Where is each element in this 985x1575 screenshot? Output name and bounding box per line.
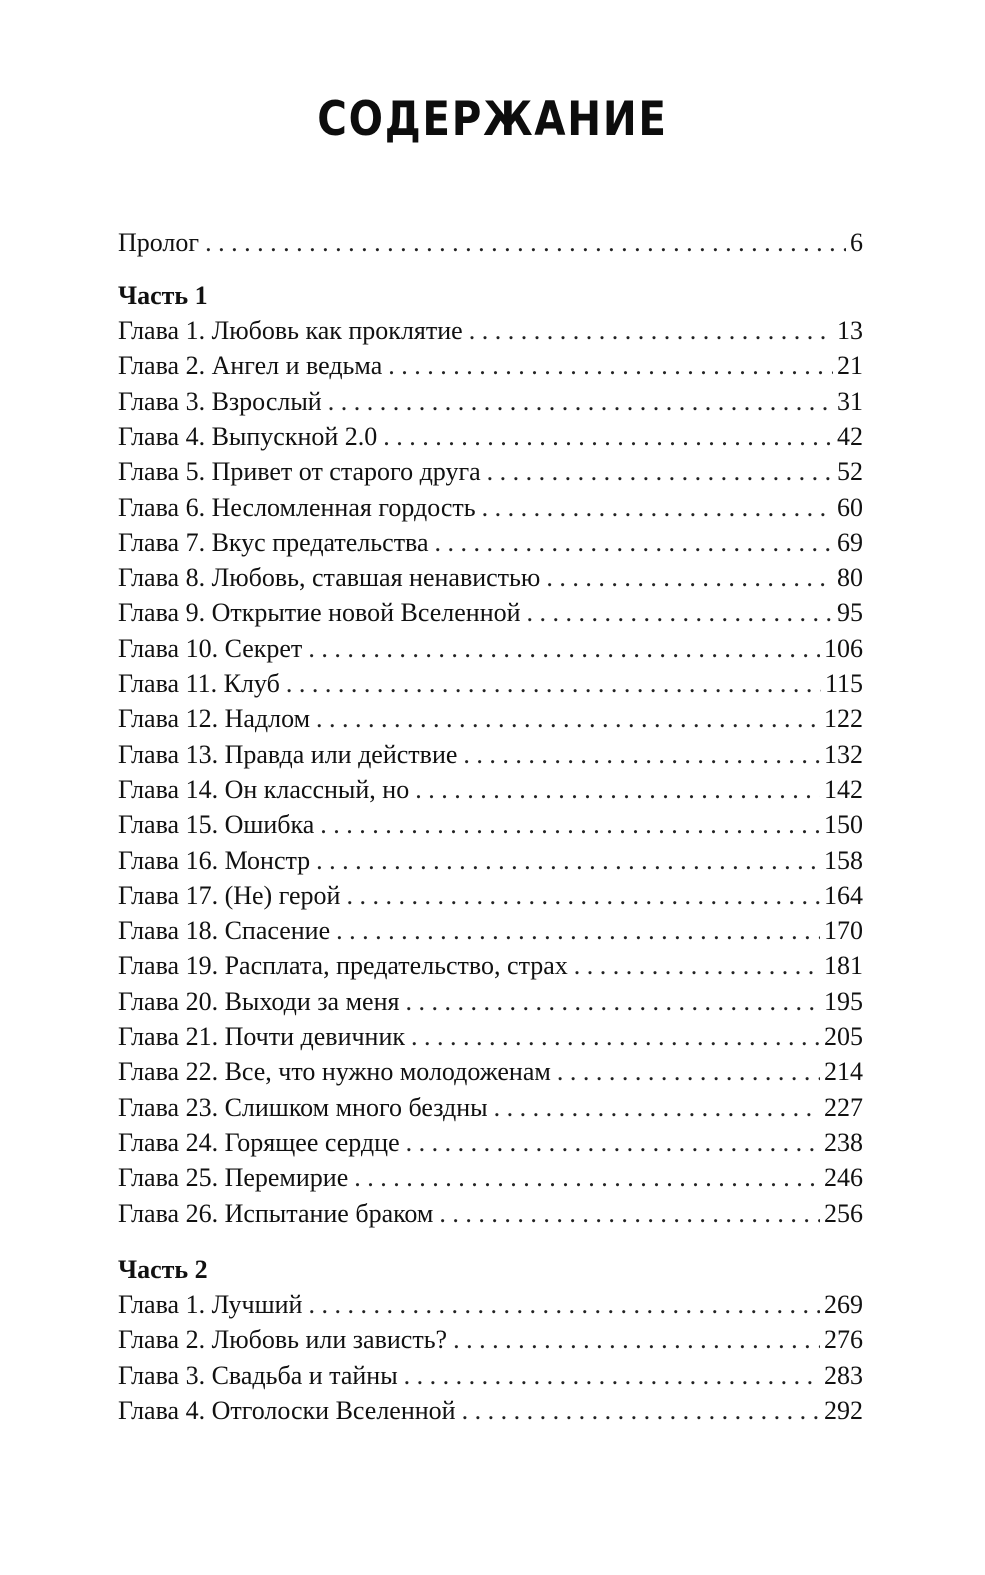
toc-entry xyxy=(118,737,863,772)
toc-entry xyxy=(118,1322,863,1357)
dot-leader xyxy=(354,1160,820,1195)
toc-entry xyxy=(118,772,863,807)
entry-page-number: 158 xyxy=(824,845,863,875)
entry-label: Пролог xyxy=(118,228,200,257)
entry-page-number: 205 xyxy=(824,1022,863,1051)
dot-leader xyxy=(405,984,820,1019)
dot-leader xyxy=(404,1358,820,1393)
entry-page-number: 6 xyxy=(850,228,863,257)
entry-page-number: 227 xyxy=(824,1092,863,1122)
entry-label: Глава 3. Свадьба и тайны xyxy=(118,1360,398,1390)
entry-label: Глава 2. Любовь или зависть? xyxy=(118,1325,448,1355)
entry-page-number: 181 xyxy=(824,951,863,981)
entry-page-number: 122 xyxy=(824,704,863,734)
entry-label: Глава 25. Перемирие xyxy=(118,1163,349,1193)
toc-entry xyxy=(118,490,863,525)
toc-entry xyxy=(118,1287,863,1322)
entry-label: Глава 26. Испытание браком xyxy=(118,1198,434,1228)
toc-entry xyxy=(118,1019,863,1054)
entry-label: Глава 13. Правда или действие xyxy=(118,739,458,769)
entry-page-number: 164 xyxy=(824,880,863,910)
entry-label: Глава 4. Отголоски Вселенной xyxy=(118,1395,456,1425)
dot-leader xyxy=(494,1090,820,1125)
toc-entry xyxy=(118,1090,863,1125)
entry-page-number: 69 xyxy=(837,527,863,557)
entry-page-number: 31 xyxy=(837,386,863,416)
entry-page-number: 283 xyxy=(824,1360,863,1390)
toc-entry xyxy=(118,1160,863,1195)
toc-entry xyxy=(118,878,863,913)
entry-page-number: 238 xyxy=(824,1127,863,1157)
entry-label: Глава 2. Ангел и ведьма xyxy=(118,351,383,381)
toc-entry xyxy=(118,1196,863,1231)
toc-entry xyxy=(118,984,863,1019)
entry-label: Глава 12. Надлом xyxy=(118,704,311,734)
toc-entry xyxy=(118,913,863,948)
dot-leader xyxy=(308,1287,820,1322)
entry-label: Глава 3. Взрослый xyxy=(118,386,322,416)
toc-entry xyxy=(118,525,863,560)
entry-label: Глава 23. Слишком много бездны xyxy=(118,1092,488,1122)
entry-page-number: 256 xyxy=(824,1198,863,1228)
dot-leader xyxy=(383,419,833,454)
dot-leader xyxy=(388,348,833,383)
entry-label: Глава 21. Почти девичник xyxy=(118,1022,406,1051)
entry-label: Глава 24. Горящее сердце xyxy=(118,1127,400,1157)
dot-leader xyxy=(557,1054,820,1089)
dot-leader xyxy=(487,454,833,489)
entry-page-number: 142 xyxy=(824,774,863,804)
entry-page-number: 115 xyxy=(824,669,863,698)
entry-label: Глава 1. Лучший xyxy=(118,1290,303,1319)
entry-page-number: 150 xyxy=(824,810,863,840)
toc-entry xyxy=(118,807,863,842)
dot-leader xyxy=(415,772,820,807)
entry-page-number: 42 xyxy=(837,421,863,451)
entry-page-number: 195 xyxy=(824,986,863,1016)
entry-page-number: 13 xyxy=(837,316,863,345)
dot-leader xyxy=(469,313,833,348)
entry-label: Глава 20. Выходи за меня xyxy=(118,986,400,1016)
entry-page-number: 106 xyxy=(824,633,863,663)
entry-label: Глава 4. Выпускной 2.0 xyxy=(118,421,378,451)
entry-label: Глава 17. (Не) герой xyxy=(118,880,341,910)
toc-entry xyxy=(118,419,863,454)
entry-page-number: 269 xyxy=(824,1290,863,1319)
toc-entry xyxy=(118,701,863,736)
entry-page-number: 80 xyxy=(837,563,863,593)
entry-label: Глава 5. Привет от старого друга xyxy=(118,457,481,487)
dot-leader xyxy=(527,595,833,630)
entry-page-number: 52 xyxy=(837,457,863,487)
dot-leader xyxy=(320,807,820,842)
toc-entry xyxy=(118,1054,863,1089)
entry-page-number: 170 xyxy=(824,916,863,946)
entry-page-number: 21 xyxy=(837,351,863,381)
dot-leader xyxy=(286,666,821,701)
entry-label: Глава 22. Все, что нужно молодоженам xyxy=(118,1057,551,1087)
entry-label: Глава 15. Ошибка xyxy=(118,810,315,840)
entry-label: Глава 18. Спасение xyxy=(118,916,331,946)
dot-leader xyxy=(205,225,846,260)
toc-entry xyxy=(118,560,863,595)
dot-leader xyxy=(316,843,820,878)
dot-leader xyxy=(439,1196,820,1231)
page-title: СОДЕРЖАНИЕ xyxy=(317,92,668,147)
dot-leader xyxy=(574,948,820,983)
entry-label: Глава 8. Любовь, ставшая ненавистью xyxy=(118,563,541,593)
toc-entry xyxy=(118,948,863,983)
entry-page-number: 292 xyxy=(824,1395,863,1425)
dot-leader xyxy=(328,384,833,419)
dot-leader xyxy=(463,737,820,772)
entry-page-number: 95 xyxy=(837,598,863,628)
toc-entry-prologue xyxy=(118,225,863,260)
toc-entry xyxy=(118,595,863,630)
entry-label: Глава 9. Открытие новой Вселенной xyxy=(118,598,521,628)
toc-entry xyxy=(118,631,863,666)
entry-label: Глава 19. Расплата, предательство, страх xyxy=(118,951,568,981)
entry-page-number: 276 xyxy=(824,1325,863,1355)
dot-leader xyxy=(406,1125,820,1160)
part-heading: Часть 2 xyxy=(118,1255,208,1284)
entry-page-number: 246 xyxy=(824,1163,863,1193)
toc-entry xyxy=(118,1393,863,1428)
dot-leader xyxy=(435,525,833,560)
toc-entry xyxy=(118,313,863,348)
part-heading: Часть 1 xyxy=(118,281,208,310)
entry-label: Глава 10. Секрет xyxy=(118,633,303,663)
toc-entry xyxy=(118,843,863,878)
toc-entry xyxy=(118,1358,863,1393)
entry-label: Глава 16. Монстр xyxy=(118,845,311,875)
entry-label: Глава 11. Клуб xyxy=(118,669,280,698)
toc-entry xyxy=(118,1125,863,1160)
dot-leader xyxy=(482,490,833,525)
toc-entry xyxy=(118,666,863,701)
dot-leader xyxy=(308,631,820,666)
entry-label: Глава 14. Он классный, но xyxy=(118,774,410,804)
dot-leader xyxy=(453,1322,820,1357)
dot-leader xyxy=(316,701,820,736)
toc-entry xyxy=(118,454,863,489)
entry-label: Глава 7. Вкус предательства xyxy=(118,527,429,557)
entry-page-number: 60 xyxy=(837,492,863,522)
dot-leader xyxy=(346,878,820,913)
dot-leader xyxy=(546,560,833,595)
toc-entry xyxy=(118,348,863,383)
dot-leader xyxy=(336,913,820,948)
entry-page-number: 214 xyxy=(824,1057,863,1087)
entry-label: Глава 6. Несломленная гордость xyxy=(118,492,476,522)
toc-entry xyxy=(118,384,863,419)
entry-page-number: 132 xyxy=(824,739,863,769)
entry-label: Глава 1. Любовь как проклятие xyxy=(118,316,463,345)
dot-leader xyxy=(462,1393,820,1428)
dot-leader xyxy=(411,1019,820,1054)
